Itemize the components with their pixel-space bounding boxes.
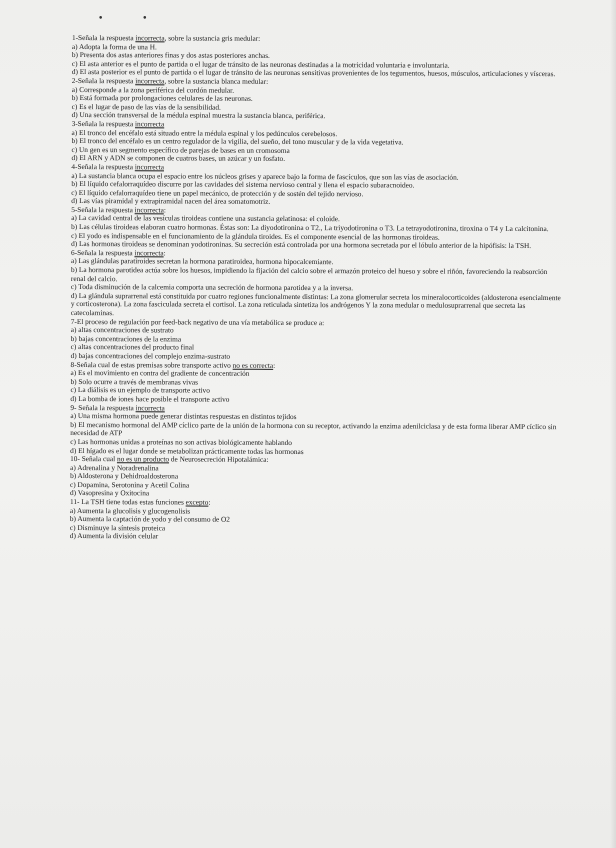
- stem-keyword: incorrecta: [135, 402, 165, 412]
- answer-option: b) bajas concentraciones de la enzima: [70, 333, 182, 344]
- stem-text-end: :: [163, 205, 166, 215]
- answer-option: a) Una misma hormona puede generar distintas respuestas en distintos tejidos: [70, 411, 297, 422]
- question-8: [70, 361, 560, 406]
- stem-keyword: incorrecta: [135, 119, 165, 129]
- stem-text: 5-Señala la respuesta: [71, 204, 135, 215]
- answer-option: a) Adopta la forma de una H.: [71, 41, 157, 51]
- stem-text: 4-Señala la respuesta: [71, 161, 135, 172]
- stem-keyword: incorrecta: [134, 248, 164, 258]
- answer-option: b) Está formada por prolongaciones celulares de las neuronas.: [71, 93, 253, 103]
- stem-keyword: no es correcta: [232, 360, 274, 370]
- answer-option: b) Aldosterona y Dehidroaldosterona: [70, 471, 179, 481]
- stem-keyword: incorrecta: [134, 205, 164, 215]
- answer-option: c) Un gen es un segmento específico de parejas de bases en un cromosoma: [71, 144, 290, 155]
- answer-option: c) altas concentraciones del producto final: [70, 342, 195, 352]
- answer-option: d) El hígado es el lugar donde se metabolizan prácticamente todas las hormonas: [70, 445, 304, 456]
- answer-option: b) El mecanismo hormonal del AMP cíclico parte de la unión de la hormona con su receptor, activando la enzima adenilciclasa y de esta forma liberar AMP cíclico sin necesidad de ATP: [70, 419, 557, 438]
- stem-keyword: incorrecta: [135, 33, 165, 43]
- answer-option: d) Una sección transversal de la médula espinal muestra la sustancia blanca, periférica.: [71, 110, 326, 121]
- answer-option: a) Las glándulas paratiroides secretan la hormona paratiroidea, hormona hipocalcemiante.: [70, 256, 334, 267]
- answer-option: c) El asta anterior es el punto de partida o el lugar de tránsito de las neuronas destinadas a la motricidad voluntaria e involuntaria.: [71, 58, 450, 70]
- question-6: [71, 249, 561, 320]
- answer-option: b) El tronco del encéfalo es un centro regulador de la vigilia, del sueño, del tono muscular y de la vida vegetativa.: [71, 136, 404, 147]
- answer-option: c) Toda disminución de la calcemia comporta una secreción de hormona parotidea y a la inversa.: [70, 282, 354, 293]
- answer-option: a) La sustancia blanca ocupa el espacio entre los núcleos grises y aparece bajo la forma de fascículos, que son las vías de asociación.: [71, 170, 459, 182]
- question-11: [70, 498, 560, 543]
- stem-text: 6-Señala la respuesta: [71, 247, 135, 258]
- question-list: [70, 34, 562, 543]
- stem-text: 7-El proceso de regulación por feed-back negativo de una vía metabólica se produce a:: [70, 316, 325, 327]
- question-2: [72, 77, 562, 122]
- answer-option: a) Adrenalina y Noradrenalina: [70, 462, 159, 473]
- question-9: [70, 404, 560, 458]
- answer-option: c) El líquido cefalorraquídeo tiene un papel mecánico, de protección y de sostén del tejido nervioso.: [71, 187, 364, 198]
- answer-option: d) Vasopresina y Oxitocina: [69, 488, 150, 498]
- stem-text: 9- Señala la respuesta: [70, 402, 136, 412]
- answer-option: d) El ARN y ADN se componen de cuatros bases, un azúcar y un fosfato.: [71, 153, 286, 164]
- scan-edge-shadow: [610, 0, 616, 848]
- stem-text: 2-Señala la respuesta: [71, 75, 136, 86]
- answer-option: a) La cavidad central de las vesículas tiroideas contiene una sustancia gelatinosa: el coloide.: [71, 213, 340, 224]
- question-1: [72, 34, 562, 79]
- answer-option: c) El yodo es indispensable en el funcionamiento de la glándula tiroides. Es el componente esencial de las hormonas tiroideas.: [71, 230, 440, 242]
- stem-text-end: de Neurosecreción Hipotalámica:: [169, 454, 269, 464]
- answer-option: b) Presenta dos astas anteriores finas y dos astas posteriores anchas.: [71, 50, 270, 61]
- answer-option: a) altas concentraciones de sustrato: [70, 325, 174, 335]
- question-10: [70, 455, 560, 500]
- answer-option: d) Las hormonas tiroideas se denominan yodotironinas. Su secreción está controlada por una hormona secretada por el lóbulo anterior de la hipófisis: la TSH.: [71, 239, 532, 251]
- answer-option: a) Es el movimiento en contra del gradiente de concentración: [70, 368, 250, 378]
- stem-keyword: excepto: [185, 497, 209, 507]
- answer-option: c) Disminuye la síntesis proteica: [69, 522, 166, 533]
- question-7: [71, 318, 561, 363]
- stem-text: 3-Señala la respuesta: [71, 118, 136, 129]
- answer-option: b) El líquido cefalorraquídeo discurre por las cavidades del sistema nervioso central y llena el espacio subaracnoideo.: [71, 179, 415, 190]
- stem-text: 10- Señala cual: [70, 454, 117, 464]
- answer-option: a) El tronco del encéfalo está situado entre la médula espinal y los pedúnculos cerebelosos.: [71, 127, 338, 138]
- answer-option: d) El asta posterior es el punto de partida o el lugar de tránsito de las neuronas sensitivas provenientes de los tegumentos, huesos, músculos, articulaciones y vísceras.: [71, 67, 556, 79]
- answer-option: b) Aumenta la captación de yodo y del consumo de O2: [69, 514, 230, 524]
- stem-text-end: :: [273, 360, 276, 370]
- stem-text: 8-Señala cual de estas premisas sobre transporte activo: [70, 359, 233, 370]
- question-4: [71, 163, 561, 208]
- answer-option: b) Solo ocurre a través de membranas vivas: [70, 376, 198, 387]
- stem-keyword: no es un producto: [116, 454, 170, 464]
- stem-keyword: incorrecta: [135, 76, 165, 86]
- answer-option: d) La bomba de iones hace posible el transporte activo: [70, 393, 230, 404]
- answer-option: d) Aumenta la división celular: [69, 531, 159, 541]
- answer-option: b) La hormona parotidea actúa sobre los huesos, impidiendo la fijación del calcio sobre el armazón proteico del hueso y sobre el riñón, favoreciendo la reabsorción renal del calcio.: [70, 265, 548, 283]
- stem-text-end: , sobre la sustancia gris medular:: [164, 33, 261, 43]
- answer-option: c) La diálisis es un ejemplo de transporte activo: [70, 385, 210, 395]
- stem-text-end: :: [208, 497, 211, 507]
- stem-keyword: incorrecta: [134, 162, 165, 172]
- stem-text: 1-Señala la respuesta: [71, 33, 136, 43]
- answer-option: c) Es el lugar de paso de las vías de la sensibilidad.: [71, 101, 221, 112]
- answer-option: d) bajas concentraciones del complejo enzima-sustrato: [70, 350, 231, 361]
- question-3: [71, 120, 561, 165]
- stem-text: 11- La TSH tiene todas estas funciones: [69, 497, 186, 507]
- stem-text-end: :: [163, 248, 166, 258]
- answer-option: c) Dopamina, Serotonina y Acetil Colina: [70, 479, 190, 490]
- answer-option: b) Las células tiroideas elaboran cuatro hormonas. Éstas son: La diyodotironina o T2., La triyodotironina o T3. La tetrayodotironina, tiroxina o T4 y La calcitonina.: [71, 222, 549, 234]
- answer-option: c) Las hormonas unidas a proteínas no son activas biológicamente hablando: [70, 436, 292, 447]
- answer-option: d) La glándula suprarrenal está constituida por cuatro regiones funcionalmente distintas: La zona glomerular secreta los mineralocorticoides (aldosterona esencialmente y corticosterona). La zona fasciculada secreta el cortisol. La zona reticulada sintetiza los andrógenos Y la zona medular o medulosuprarrenal que secreta las catecolaminas.: [70, 290, 561, 318]
- answer-option: d) Las vías piramidal y extrapiramidal nacen del área somatomotriz.: [71, 196, 271, 207]
- question-5: [71, 206, 561, 251]
- stem-text-end: , sobre la sustancia blanca medular:: [164, 76, 269, 86]
- answer-option: a) Aumenta la glucolisis y glucogenolisis: [69, 505, 191, 516]
- answer-option: a) Corresponde a la zona periférica del cordón medular.: [71, 84, 235, 95]
- header-marks: • •: [98, 14, 166, 24]
